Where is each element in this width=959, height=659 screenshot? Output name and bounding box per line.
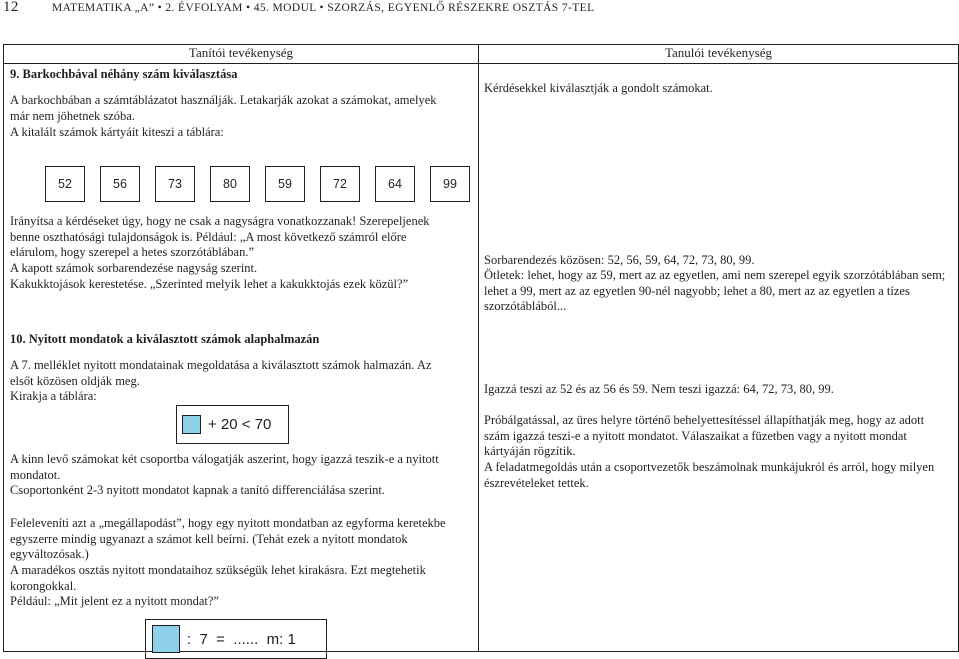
section-10-paragraph-4: Csoportonként 2-3 nyitott mondatot kapnak a tanító differenciálása szerint.: [10, 483, 386, 497]
number-card: 64: [375, 166, 415, 202]
number-card: 52: [45, 166, 85, 202]
section-9-paragraph-3: Irányítsa a kérdéseket úgy, hogy ne csak a nagyságra vonatkozzanak! Szerepeljenek benne oszthatósági tulajdonságok is. Például: „A most következő számról előre elárulom, hogy szerepel a hetes szorzótáblában.”: [10, 214, 430, 259]
section-10-paragraph-2: Kirakja a táblára:: [10, 389, 97, 403]
empty-box-icon: [182, 415, 201, 434]
number-card: 73: [155, 166, 195, 202]
teacher-column-header: Tanítói tevékenység: [4, 45, 479, 64]
section-9-heading: 9. Barkochbával néhány szám kiválasztása: [10, 67, 238, 81]
section-10-heading: 10. Nyitott mondatok a kiválasztott számok alaphalmazán: [10, 332, 320, 346]
number-card: 56: [100, 166, 140, 202]
number-card: 59: [265, 166, 305, 202]
student-column: [479, 64, 959, 652]
activity-table: [3, 44, 959, 652]
open-sentence-1-text: + 20 < 70: [208, 416, 272, 433]
number-card: 80: [210, 166, 250, 202]
teacher-column: [4, 64, 479, 652]
student-text-3: Ötletek: lehet, hogy az 59, mert az az egyetlen, ami nem szerepel egyik szorzótáblában sem; lehet a 99, mert az az egyetlen 90-nél nagyobb; lehet a 80, mert az az egyetlen a tízes szorzótáblából...: [484, 268, 946, 313]
number-card: 72: [320, 166, 360, 202]
student-text-4: Igazzá teszi az 52 és az 56 és 59. Nem teszi igazzá: 64, 72, 73, 80, 99.: [484, 382, 834, 396]
section-9-paragraph-2: A kitalált számok kártyáit kiteszi a táblára:: [10, 125, 224, 139]
student-text-6: A feladatmegoldás után a csoportvezetők beszámolnak munkájukról és arról, hogy milyen észrevételeket tettek.: [484, 460, 935, 490]
student-text-1: Kérdésekkel kiválasztják a gondolt számokat.: [484, 81, 713, 95]
student-column-header: Tanulói tevékenység: [479, 45, 959, 64]
page-number: 12: [3, 0, 19, 15]
open-sentence-card-1: [176, 405, 289, 444]
number-card: 99: [430, 166, 470, 202]
student-text-2: Sorbarendezés közösen: 52, 56, 59, 64, 72, 73, 80, 99.: [484, 253, 755, 267]
section-9-paragraph-4: A kapott számok sorbarendezése nagyság szerint.: [10, 261, 258, 275]
number-cards: [45, 166, 485, 202]
section-10-paragraph-6: A maradékos osztás nyitott mondataihoz szükségük lehet kirakásra. Ezt megtehetik korongokkal.: [10, 563, 426, 593]
section-9-paragraph-1: A barkochbában a számtáblázatot használják. Letakarják azokat a számokat, amelyek már nem jöhetnek szóba.: [10, 93, 437, 123]
section-10-paragraph-3: A kinn levő számokat két csoportba válogatják aszerint, hogy igazzá teszik-e a nyitott mondatot.: [10, 452, 439, 482]
page-header: [0, 0, 959, 18]
student-text-5: Próbálgatással, az üres helyre történő behelyettesítéssel állapíthatják meg, hogy az adott szám igazzá teszi-e a nyitott mondatot. Válaszaikat a füzetben vagy a nyitott mondat kártyáján rögzítik.: [484, 413, 925, 458]
open-sentence-2-text: : 7 = ...... m: 1: [187, 630, 296, 648]
running-title: MATEMATIKA „A” • 2. ÉVFOLYAM • 45. MODUL • SZORZÁS, EGYENLŐ RÉSZEKRE OSZTÁS 7-TEL: [52, 2, 595, 14]
section-10-paragraph-7: Például: „Mit jelent ez a nyitott mondat?”: [10, 594, 219, 608]
section-10-paragraph-1: A 7. melléklet nyitott mondatainak megoldatása a kiválasztott számok halmazán. Az elsőt közösen oldják meg.: [10, 358, 432, 388]
empty-box-icon: [152, 625, 180, 653]
section-9-paragraph-5: Kakukktojások kerestetése. „Szerinted melyik lehet a kakukktojás ezek közül?”: [10, 277, 409, 291]
section-10-paragraph-5: Feleleveníti azt a „megállapodást”, hogy egy nyitott mondatban az egyforma keretekbe egyszerre mindig ugyanazt a számot kell beírni. (Tehát ezek a nyitott mondatok egyváltozósak.): [10, 516, 446, 561]
open-sentence-card-2: [145, 619, 327, 659]
